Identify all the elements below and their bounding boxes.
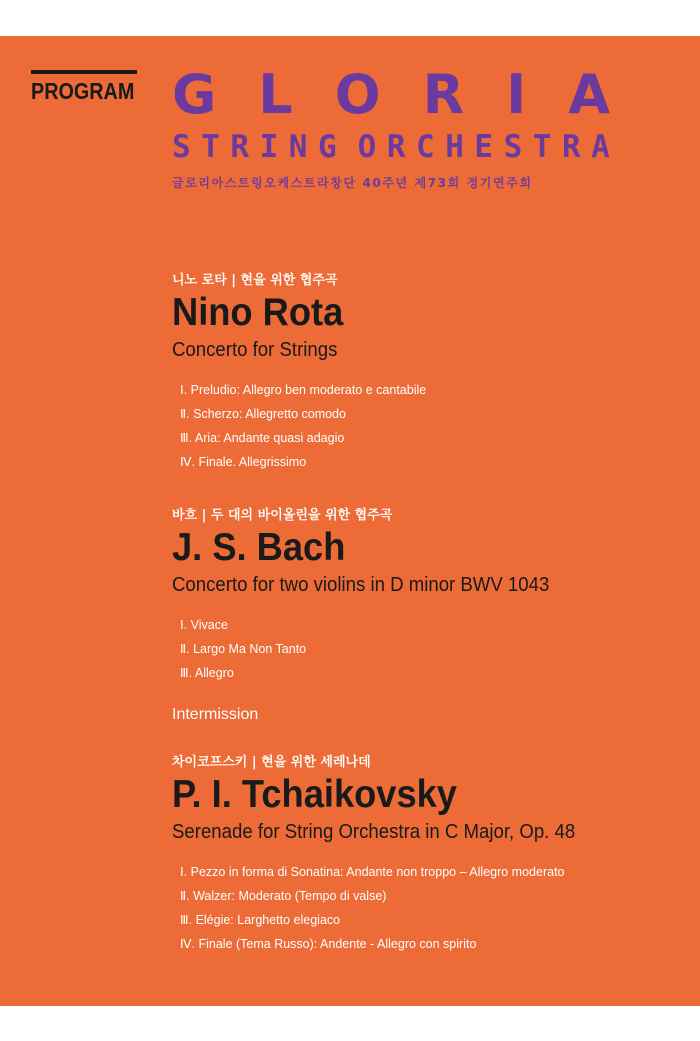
subtitle-letter: G: [317, 129, 337, 165]
title-letter: I: [506, 63, 527, 126]
movement-list: [172, 613, 578, 685]
title-letter: O: [334, 63, 381, 126]
movement-item: Ⅱ. Largo Ma Non Tanto: [180, 642, 307, 656]
composer-name: P. I. Tchaikovsky: [172, 773, 457, 816]
movement-item: Ⅱ. Scherzo: Allegretto comodo: [180, 407, 346, 421]
subtitle-letter: R: [386, 129, 406, 165]
movement-item: Ⅲ. Elégie: Larghetto elegiaco: [180, 913, 341, 927]
subtitle-letter: I: [259, 129, 279, 165]
title-letter: A: [568, 63, 610, 126]
title-letter: R: [422, 63, 465, 126]
piece-nino-rota: [172, 272, 426, 474]
piece-tchaikovsky: [172, 754, 606, 956]
work-title: Concerto for Strings: [172, 339, 338, 361]
work-title: Concerto for two violins in D minor BWV 1043: [172, 574, 550, 596]
subtitle-letter: H: [445, 129, 464, 165]
orchestra-title: [172, 64, 610, 126]
work-title: Serenade for String Orchestra in C Major, Op. 48: [172, 821, 576, 843]
piece-korean-title: 니노 로타 | 현을 위한 협주곡: [172, 273, 338, 288]
composer-name: Nino Rota: [172, 291, 344, 334]
movement-item: Ⅰ. Preludio: Allegro ben moderato e cantabile: [180, 383, 427, 397]
subtitle-letter: O: [357, 129, 377, 165]
subtitle-letter: T: [201, 129, 220, 165]
title-letter: L: [258, 63, 293, 126]
title-letter: G: [172, 63, 217, 126]
movement-item: Ⅲ. Allegro: [180, 666, 234, 680]
movement-item: Ⅰ. Vivace: [180, 618, 228, 632]
composer-name: J. S. Bach: [172, 526, 346, 569]
subtitle-letter: C: [416, 129, 435, 165]
subtitle-letter: S: [172, 129, 191, 165]
program-rule: [31, 70, 137, 74]
movement-item: Ⅰ. Pezzo in forma di Sonatina: Andante non troppo – Allegro moderato: [180, 865, 565, 879]
movement-list: [172, 378, 426, 474]
subtitle-letter: A: [591, 129, 610, 165]
movement-item: Ⅳ. Finale. Allegrissimo: [180, 455, 307, 469]
program-poster: [0, 36, 700, 1006]
subtitle-letter: E: [474, 129, 494, 165]
orchestra-subtitle: [172, 128, 610, 166]
piece-korean-title: 바흐 | 두 대의 바이올린을 위한 협주곡: [172, 508, 393, 523]
movement-item: Ⅳ. Finale (Tema Russo): Andente - Allegro con spirito: [180, 937, 477, 951]
piece-bach: [172, 507, 578, 685]
program-label: PROGRAM: [31, 78, 135, 104]
intermission-label: Intermission: [172, 706, 259, 723]
subtitle-letter: R: [230, 129, 250, 165]
movement-item: Ⅲ. Aria: Andante quasi adagio: [180, 431, 345, 445]
piece-korean-title: 차이코프스키 | 현을 위한 세레나데: [172, 755, 371, 770]
movement-list: [172, 860, 606, 956]
subtitle-letter: N: [288, 129, 308, 165]
subtitle-letter: S: [503, 129, 523, 165]
korean-subtitle: 글로리아스트링오케스트라창단 40주년 제73회 정기연주회: [172, 176, 533, 190]
subtitle-letter: T: [532, 129, 552, 165]
movement-item: Ⅱ. Walzer: Moderato (Tempo di valse): [180, 889, 387, 903]
subtitle-letter: R: [561, 129, 581, 165]
